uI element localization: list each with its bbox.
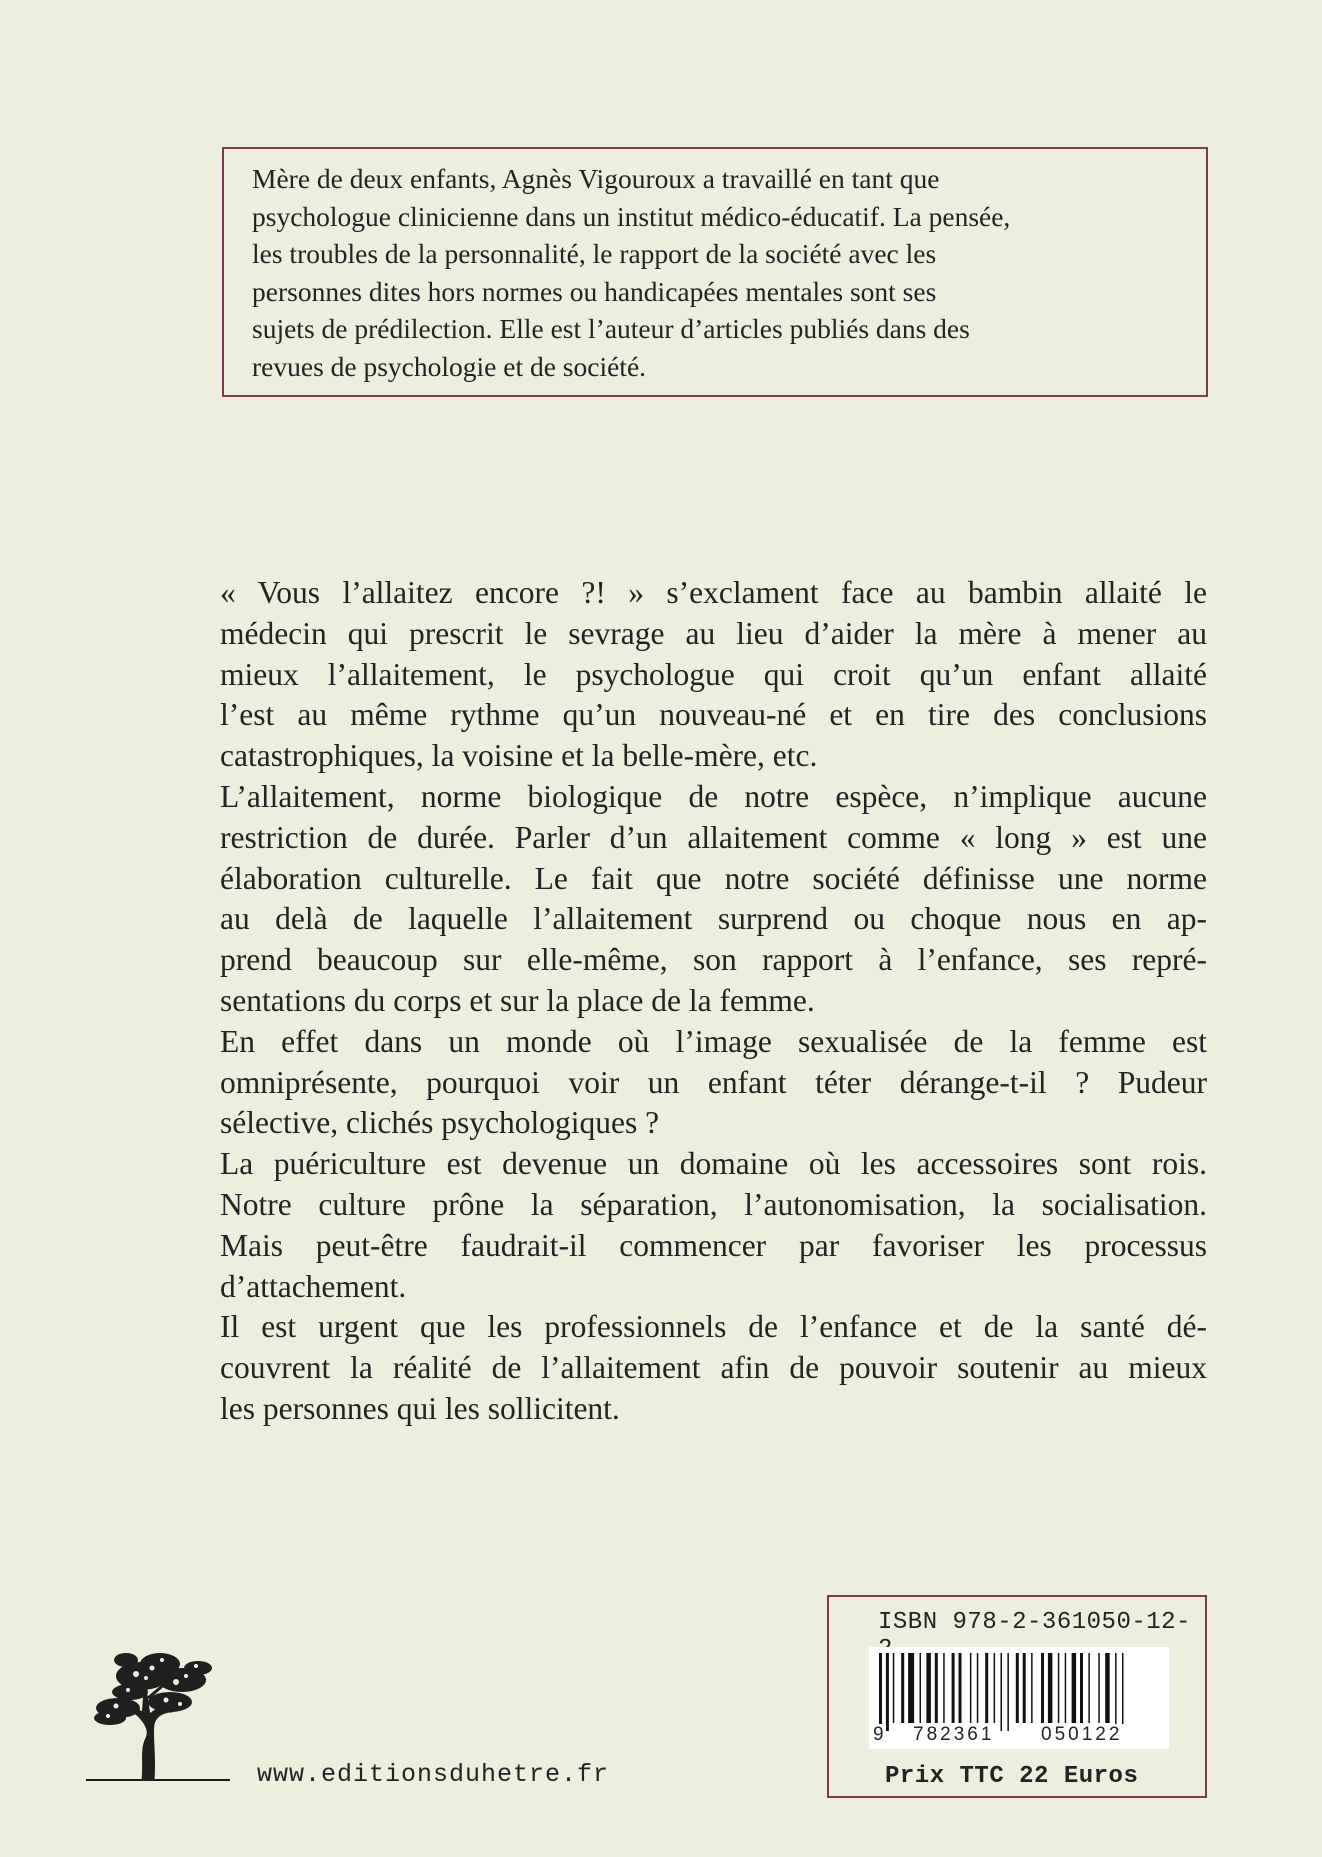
blurb-line: Il est urgent que les professionnels de l’enfance et de la santé dé- <box>220 1309 1207 1345</box>
blurb-line: médecin qui prescrit le sevrage au lieu d’aider la mère à mener au <box>220 615 1207 651</box>
barcode-bar <box>952 1653 955 1723</box>
barcode-bar <box>1065 1653 1067 1723</box>
barcode-bar <box>1058 1653 1060 1723</box>
barcode-bar <box>893 1653 895 1723</box>
author-bio-box <box>222 147 1208 397</box>
barcode-bar <box>1080 1653 1083 1723</box>
publisher-website: www.editionsduhetre.fr <box>257 1760 610 1789</box>
barcode-digit-group: 050122 <box>1041 1724 1123 1745</box>
blurb-line: prend beaucoup sur elle-même, son rapport à l’enfance, ses repré- <box>220 942 1207 978</box>
back-cover-blurb <box>220 573 1207 1430</box>
blurb-line: sélective, clichés psychologiques ? <box>220 1105 660 1141</box>
blurb-paragraph <box>220 1022 1207 1144</box>
blurb-line: La puériculture est devenue un domaine où les accessoires sont rois. <box>220 1146 1207 1182</box>
blurb-paragraph <box>220 573 1207 777</box>
barcode-bar <box>1001 1653 1003 1731</box>
barcode-bar <box>920 1653 922 1723</box>
blurb-line: Mais peut-être faudrait-il commencer par favoriser les processus <box>220 1227 1207 1263</box>
isbn-price-box <box>827 1595 1207 1798</box>
blurb-line: L’allaitement, norme biologique de notre espèce, n’implique aucune <box>220 778 1207 814</box>
author-bio-line: Mère de deux enfants, Agnès Vigouroux a travaillé en tant que <box>252 163 940 194</box>
blurb-line: « Vous l’allaitez encore ?! » s’exclament face au bambin allaité le <box>220 575 1207 610</box>
barcode-bar <box>1023 1653 1026 1723</box>
barcode-bar <box>901 1653 904 1723</box>
author-bio-line: personnes dites hors normes ou handicapées mentales sont ses <box>252 275 937 307</box>
barcode-bar <box>908 1653 914 1723</box>
barcode <box>869 1647 1169 1749</box>
author-bio-line: revues de psychologie et de société. <box>252 350 647 382</box>
blurb-line: omniprésente, pourquoi voir un enfant téter dérange-t-il ? Pudeur <box>220 1064 1207 1100</box>
barcode-bar <box>977 1653 979 1723</box>
blurb-line: Notre culture prône la séparation, l’autonomisation, la socialisation. <box>220 1186 1207 1222</box>
tree-icon <box>86 1646 236 1786</box>
barcode-bar <box>1007 1653 1009 1731</box>
blurb-line: couvrent la réalité de l’allaitement afin de pouvoir soutenir au mieux <box>220 1350 1207 1386</box>
blurb-line: mieux l’allaitement, le psychologue qui croit qu’un enfant allaité <box>220 656 1207 692</box>
author-bio-line: sujets de prédilection. Elle est l’auteur d’articles publiés dans des <box>252 313 970 344</box>
blurb-line: les personnes qui les sollicitent. <box>220 1390 620 1426</box>
barcode-bar <box>1105 1653 1110 1723</box>
blurb-paragraph <box>220 1307 1207 1429</box>
isbn-number: ISBN 978-2-361050-12- <box>878 1609 1191 1636</box>
barcode-bar <box>985 1653 988 1723</box>
barcode-bar <box>994 1653 996 1723</box>
blurb-line: En effet dans un monde où l’image sexualisée de la femme est <box>220 1023 1207 1059</box>
barcode-bar <box>1041 1653 1044 1723</box>
barcode-digit-group: 9 <box>873 1724 884 1745</box>
barcode-bar <box>879 1653 882 1731</box>
barcode-bar <box>943 1653 945 1723</box>
barcode-bar <box>935 1653 938 1723</box>
barcode-bar <box>1031 1653 1033 1723</box>
blurb-line: au delà de laquelle l’allaitement surprend ou choque nous en ap- <box>220 901 1207 937</box>
barcode-bar <box>1072 1653 1077 1723</box>
barcode-bar <box>1115 1653 1117 1731</box>
barcode-digit-group: 782361 <box>913 1724 995 1745</box>
barcode-bar <box>959 1653 962 1723</box>
barcode-bar <box>886 1653 889 1731</box>
blurb-line: élaboration culturelle. Le fait que notre société définisse une norme <box>220 860 1207 896</box>
barcode-bar <box>1048 1653 1053 1723</box>
blurb-line: d’attachement. <box>220 1268 407 1304</box>
barcode-bar <box>970 1653 972 1723</box>
blurb-paragraph <box>220 1144 1207 1307</box>
blurb-line: l’est au même rythme qu’un nouveau-né et en tire des conclusions <box>220 697 1207 733</box>
author-bio-line: psychologue clinicienne dans un institut médico-éducatif. La pensée, <box>252 200 1011 232</box>
author-bio-line: les troubles de la personnalité, le rapport de la société avec les <box>252 238 937 269</box>
price-label: Prix TTC 22 Euros <box>885 1763 1139 1790</box>
barcode-bar <box>1016 1653 1019 1723</box>
blurb-line: catastrophiques, la voisine et la belle-mère, etc. <box>220 738 818 774</box>
blurb-line: restriction de durée. Parler d’un allaitement comme « long » est une <box>220 819 1207 855</box>
blurb-paragraph <box>220 777 1207 1022</box>
barcode-bar <box>926 1653 931 1723</box>
barcode-bars <box>879 1653 1159 1731</box>
barcode-bar <box>1088 1653 1090 1723</box>
blurb-line: sentations du corps et sur la place de la femme. <box>220 982 815 1018</box>
barcode-bar <box>1098 1653 1100 1723</box>
barcode-bar <box>1122 1653 1124 1731</box>
